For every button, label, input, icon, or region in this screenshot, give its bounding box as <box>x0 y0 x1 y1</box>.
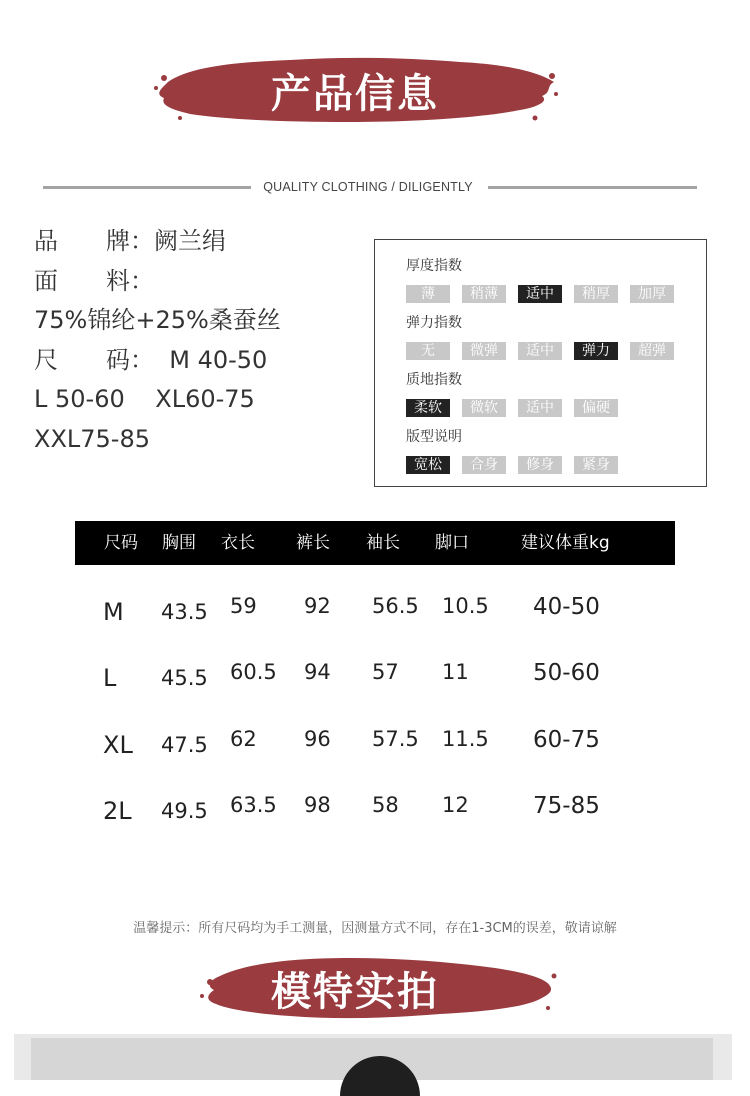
table-header-cell: 胸围 <box>162 533 196 553</box>
spec-option: 适中 <box>518 342 562 360</box>
spec-fit <box>406 427 630 474</box>
table-cell-size: L <box>103 664 117 692</box>
product-info <box>34 222 281 459</box>
spec-option: 修身 <box>518 456 562 474</box>
info-line-size-3: XXL75-85 <box>34 424 150 453</box>
spec-option: 超弹 <box>630 342 674 360</box>
table-cell: 59 <box>230 594 257 618</box>
spec-box <box>374 239 707 487</box>
info-line-fabric-label: 面 料： <box>34 266 154 295</box>
spec-option-selected: 弹力 <box>574 342 618 360</box>
spec-option: 稍厚 <box>574 285 618 303</box>
table-cell: 63.5 <box>230 793 277 817</box>
info-line-size: 尺 码： M 40-50 <box>34 345 268 374</box>
table-cell: 62 <box>230 727 257 751</box>
spec-option-selected: 柔软 <box>406 399 450 417</box>
table-cell: 96 <box>304 727 331 751</box>
table-cell: 43.5 <box>161 600 208 624</box>
table-row <box>0 660 750 700</box>
spec-name: 弹力指数 <box>406 315 462 331</box>
table-cell: 58 <box>372 793 399 817</box>
table-cell: 50-60 <box>533 660 600 686</box>
table-cell: 57.5 <box>372 727 419 751</box>
model-photo <box>14 1034 732 1080</box>
table-header-cell: 建议体重kg <box>521 533 610 553</box>
table-cell-size: XL <box>103 731 133 759</box>
spec-name: 厚度指数 <box>406 258 462 274</box>
spec-option: 稍薄 <box>462 285 506 303</box>
info-line-size-2: L 50-60 XL60-75 <box>34 385 255 413</box>
spec-option: 薄 <box>406 285 450 303</box>
table-cell: 10.5 <box>442 594 489 618</box>
table-cell-size: M <box>103 598 124 626</box>
spec-option: 适中 <box>518 399 562 417</box>
size-table-header <box>75 521 675 565</box>
tagline: QUALITY CLOTHING / DILIGENTLY <box>263 180 473 194</box>
spec-option-selected: 宽松 <box>406 456 450 474</box>
spec-option-selected: 适中 <box>518 285 562 303</box>
table-row <box>0 594 750 634</box>
table-cell: 60.5 <box>230 660 277 684</box>
spec-option: 无 <box>406 342 450 360</box>
table-header-cell: 衣长 <box>221 533 255 553</box>
spec-name: 版型说明 <box>406 429 462 445</box>
spec-option: 合身 <box>462 456 506 474</box>
spec-elasticity <box>406 313 686 360</box>
section-header-product-info <box>150 48 560 132</box>
info-line-brand: 品 牌：阙兰绢 <box>34 227 226 255</box>
spec-option: 微弹 <box>462 342 506 360</box>
table-header-cell: 袖长 <box>366 533 400 553</box>
table-cell: 92 <box>304 594 331 618</box>
info-line-fabric: 75%锦纶+25%桑蚕丝 <box>34 306 281 334</box>
table-cell: 11 <box>442 660 469 684</box>
table-cell: 45.5 <box>161 666 208 690</box>
measurement-note: 温馨提示：所有尺码均为手工测量，因测量方式不同，存在1-3CM的误差，敬请谅解 <box>133 921 617 936</box>
spec-texture <box>406 370 630 417</box>
divider-left <box>43 186 251 189</box>
spec-option: 微软 <box>462 399 506 417</box>
divider-right <box>488 186 697 189</box>
table-header-cell: 裤长 <box>296 533 330 553</box>
spec-option: 偏硬 <box>574 399 618 417</box>
table-header-cell: 脚口 <box>435 533 469 553</box>
table-cell: 57 <box>372 660 399 684</box>
table-cell: 60-75 <box>533 727 600 753</box>
spec-name: 质地指数 <box>406 372 462 388</box>
section-title: 模特实拍 <box>271 968 439 1015</box>
table-cell: 12 <box>442 793 469 817</box>
table-cell: 94 <box>304 660 331 684</box>
table-cell: 40-50 <box>533 594 600 620</box>
table-cell: 47.5 <box>161 733 208 757</box>
table-row <box>0 793 750 833</box>
table-header-cell: 尺码 <box>104 533 138 553</box>
table-cell-size: 2L <box>103 797 132 825</box>
table-cell: 98 <box>304 793 331 817</box>
table-row <box>0 727 750 767</box>
spec-thickness <box>406 256 686 303</box>
spec-option: 加厚 <box>630 285 674 303</box>
table-cell: 49.5 <box>161 799 208 823</box>
spec-option: 紧身 <box>574 456 618 474</box>
section-header-model-photos <box>150 946 560 1030</box>
table-cell: 56.5 <box>372 594 419 618</box>
table-cell: 11.5 <box>442 727 489 751</box>
table-cell: 75-85 <box>533 793 600 819</box>
section-title: 产品信息 <box>271 70 439 117</box>
